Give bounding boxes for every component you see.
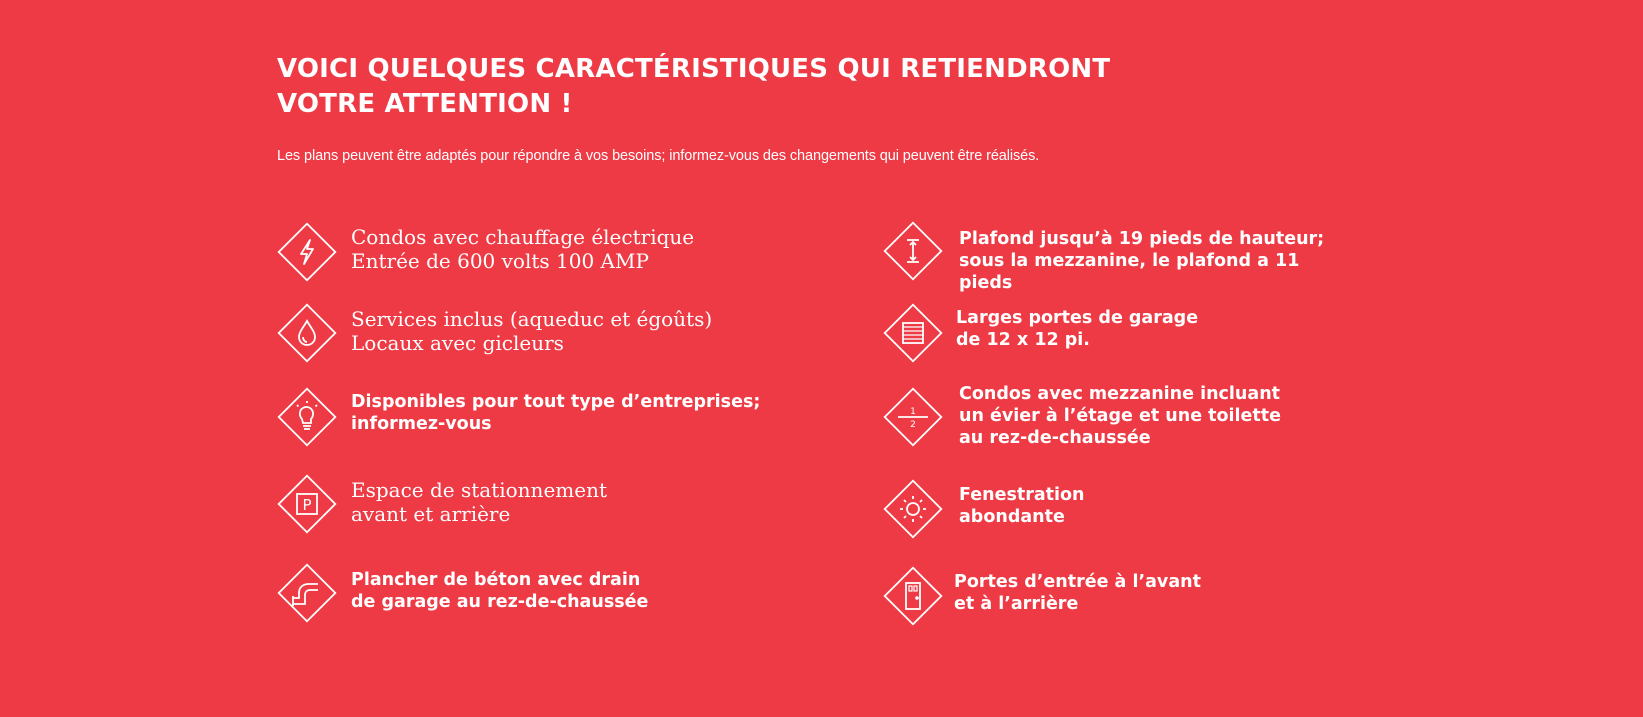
feature-line: avant et arrière <box>351 502 511 526</box>
section-title-line-2: VOTRE ATTENTION ! <box>277 89 573 119</box>
feature-line: Locaux avec gicleurs <box>351 331 564 355</box>
feature-line: Espace de stationnement <box>351 478 607 502</box>
feature-line: un évier à l’étage et une toilette <box>959 406 1282 426</box>
feature-line: au rez-de-chaussée <box>959 428 1151 448</box>
lightbulb-icon <box>276 386 338 448</box>
section-intro: Les plans peuvent être adaptés pour répondre à vos besoins; informez-vous des changements qui peuvent être réalisés. <box>277 148 1040 164</box>
fraction-denominator: 2 <box>910 420 916 430</box>
feature-text <box>959 484 1085 528</box>
height-arrow-icon <box>882 220 944 282</box>
half-fraction-icon <box>882 386 944 448</box>
parking-icon <box>276 473 338 535</box>
feature-line: Portes d’entrée à l’avant <box>954 572 1201 592</box>
feature-line: informez-vous <box>351 414 492 434</box>
feature-line: sous la mezzanine, le plafond a 11 <box>959 251 1300 271</box>
feature-text <box>956 307 1198 351</box>
drain-pipe-icon <box>276 562 338 624</box>
lightning-icon <box>276 221 338 283</box>
door-icon <box>882 565 944 627</box>
feature-line: Disponibles pour tout type d’entreprises; <box>351 392 761 412</box>
feature-line: Larges portes de garage <box>956 308 1199 328</box>
feature-text <box>351 569 648 613</box>
garage-door-icon <box>882 302 944 364</box>
feature-line: de 12 x 12 pi. <box>956 330 1090 350</box>
feature-line: abondante <box>959 507 1065 527</box>
feature-line: Plafond jusqu’à 19 pieds de hauteur; <box>959 229 1325 249</box>
feature-line: Condos avec mezzanine incluant <box>959 384 1281 404</box>
feature-line: et à l’arrière <box>954 594 1079 614</box>
feature-line: Services inclus (aqueduc et égoûts) <box>351 307 713 331</box>
feature-line: Entrée de 600 volts 100 AMP <box>351 249 649 273</box>
sun-icon <box>882 478 944 540</box>
feature-text <box>959 383 1281 449</box>
feature-line: Plancher de béton avec drain <box>351 570 641 590</box>
feature-text <box>351 478 607 526</box>
feature-line: de garage au rez-de-chaussée <box>351 592 649 612</box>
water-drop-icon <box>276 302 338 364</box>
feature-text <box>351 391 760 435</box>
section-title-line-1: VOICI QUELQUES CARACTÉRISTIQUES QUI RETIENDRONT <box>277 54 1111 84</box>
feature-text <box>954 571 1201 615</box>
feature-line: Condos avec chauffage électrique <box>351 225 695 249</box>
feature-line: pieds <box>959 273 1013 293</box>
feature-text <box>959 228 1324 294</box>
parking-letter: P <box>302 496 312 514</box>
fraction-numerator: 1 <box>910 407 916 417</box>
section-title <box>277 52 1177 122</box>
feature-text <box>351 225 694 273</box>
feature-text <box>351 307 712 355</box>
feature-line: Fenestration <box>959 485 1085 505</box>
